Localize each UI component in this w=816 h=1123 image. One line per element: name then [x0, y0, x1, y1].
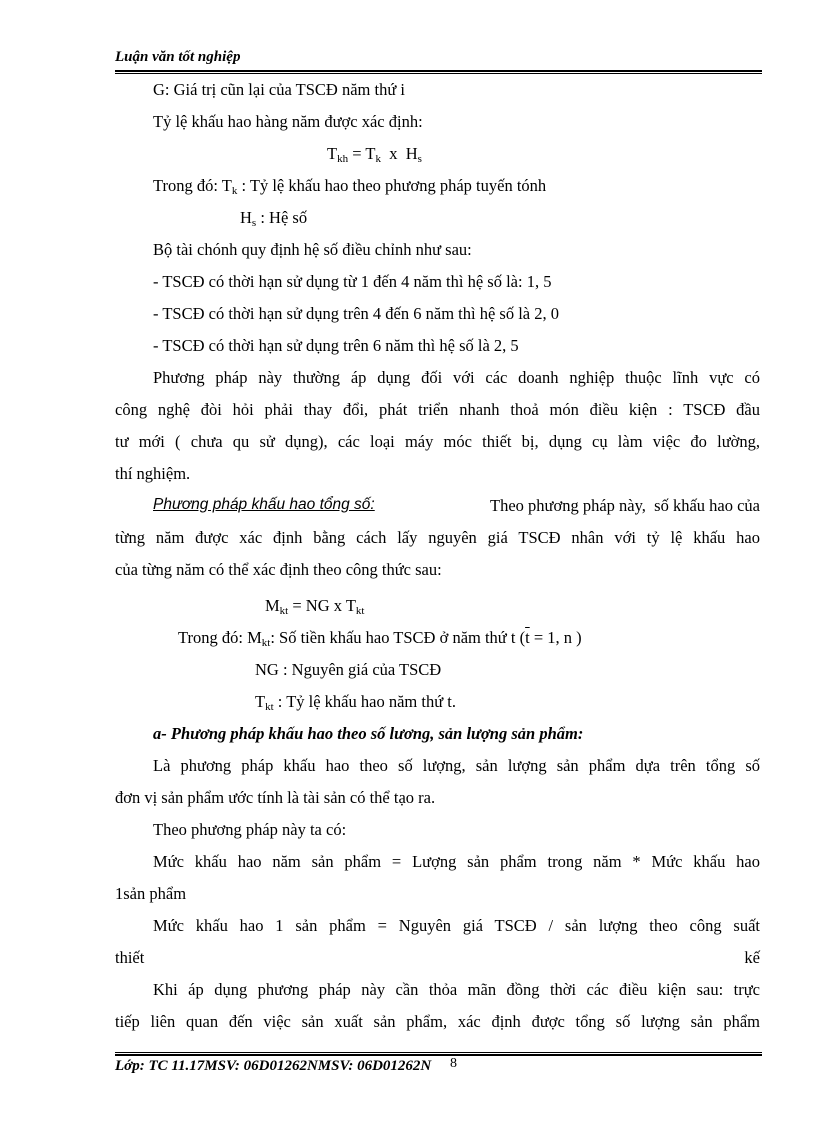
- header-title: Luận văn tốt nghiệp: [115, 49, 241, 65]
- paragraph-5-line-1: Mức khấu hao 1 sản phẩm = Nguyên giá TSCĐ / sản lượng theo công suất: [153, 916, 760, 935]
- paragraph-6-line-1: Khi áp dụng phương pháp này cần thỏa mãn đồng thời các điều kiện sau: trực: [153, 980, 760, 999]
- paragraph-2-line-3: của từng năm có thể xác định theo công thức sau:: [115, 560, 442, 579]
- text-line-9-b: : Số tiền khấu hao TSCĐ ở năm thứ t (: [270, 628, 526, 647]
- paragraph-1-line-4: thí nghiệm.: [115, 464, 191, 483]
- header-rule-thin: [115, 73, 762, 74]
- page-number: 8: [450, 1056, 457, 1071]
- text-line-9: [178, 628, 582, 649]
- text-line-3-b: : Tỷ lệ khấu hao theo phương pháp tuyến tónh: [237, 176, 547, 195]
- text-line-11: [255, 692, 456, 713]
- text-line-4-h: H: [240, 208, 252, 227]
- text-line-10: NG : Nguyên giá của TSCĐ: [255, 660, 442, 679]
- text-line-12: Theo phương pháp này ta có:: [153, 820, 347, 839]
- method-title: Phương pháp khấu hao tổng số:: [153, 496, 375, 513]
- text-line-2: Tỷ lệ khấu hao hàng năm được xác định:: [153, 112, 423, 131]
- paragraph-4-line-2: 1sản phẩm: [115, 884, 187, 903]
- text-line-3-sub: k: [231, 185, 238, 197]
- formula-eq-2: = NG x T: [288, 596, 356, 615]
- text-line-11-sub: kt: [265, 701, 274, 713]
- paragraph-1-line-2: công nghệ đòi hỏi phải thay đổi, phát triển nhanh thoả món điều kiện : TSCĐ đầu: [115, 400, 760, 419]
- formula-sub-kh: kh: [337, 153, 349, 165]
- list-item-1: - TSCĐ có thời hạn sử dụng từ 1 đến 4 năm thì hệ số là: 1, 5: [153, 272, 552, 291]
- paragraph-3-line-2: đơn vị sản phẩm ước tính là tài sản có thể tạo ra.: [115, 788, 436, 807]
- text-line-3: [153, 176, 546, 197]
- text-line-9-t: $\overline{t}$: [525, 628, 530, 647]
- formula-t: T: [327, 144, 338, 163]
- paragraph-4-line-1: Mức khấu hao năm sản phẩm = Lượng sản phẩm trong năm * Mức khấu hao: [153, 852, 760, 871]
- paragraph-1-line-1: Phương pháp này thường áp dụng đối với các doanh nghiệp thuộc lĩnh vực có: [153, 368, 760, 387]
- text-line-11-b: : Tỷ lệ khấu hao năm thứ t.: [273, 692, 456, 711]
- text-line-4-b: : Hệ số: [256, 208, 308, 227]
- header-rule: [115, 70, 762, 72]
- formula-sub-kt-2: kt: [355, 605, 365, 617]
- formula-x: x H: [380, 144, 418, 163]
- footer-text: Lớp: TC 11.17MSV: 06D01262NMSV: 06D01262N: [115, 1058, 432, 1074]
- paragraph-5-word-b: kế: [744, 948, 760, 967]
- text-line-9-sub: kt: [261, 637, 271, 649]
- formula-sub-kt: kt: [279, 605, 289, 617]
- text-line-5: Bộ tài chónh quy định hệ số điều chỉnh như sau:: [153, 240, 472, 259]
- paragraph-2-line-2: từng năm được xác định bằng cách lấy nguyên giá TSCĐ nhân với tỷ lệ khấu hao: [115, 528, 760, 547]
- footer-rule: [115, 1054, 762, 1056]
- section-heading-a: a- Phương pháp khấu hao theo số lương, sản lượng sản phẩm:: [153, 724, 584, 743]
- paragraph-5-line-2: [115, 948, 760, 968]
- text-line-9-a: Trong đó: M: [178, 628, 262, 647]
- paragraph-2-line-1: [153, 496, 760, 516]
- list-item-3: - TSCĐ có thời hạn sử dụng trên 6 năm thì hệ số là 2, 5: [153, 336, 519, 355]
- paragraph-3-line-1: Là phương pháp khấu hao theo số lượng, sản lượng sản phẩm dựa trên tổng số: [153, 756, 760, 775]
- footer-rule-thin: [115, 1052, 762, 1053]
- text-line-3-a: Trong đó: T: [153, 176, 232, 195]
- paragraph-5-word-a: thiết: [115, 948, 145, 967]
- paragraph-6-line-2: tiếp liên quan đến việc sản xuất sản phẩm, xác định được tổng số lượng sản phẩm: [115, 1012, 760, 1031]
- paragraph-1-line-3: tư mới ( chưa qu sử dụng), các loại máy móc thiết bị, dụng cụ làm việc đo lường,: [115, 432, 760, 451]
- text-line-1: G: Giá trị cũn lại của TSCĐ năm thứ i: [153, 80, 405, 99]
- text-line-9-c: = 1, n ): [529, 628, 582, 647]
- formula-sub-s: s: [417, 153, 422, 165]
- formula-mkt: [265, 596, 364, 617]
- text-line-4: [240, 208, 307, 229]
- text-line-11-t: T: [255, 692, 266, 711]
- formula-eq: = T: [348, 144, 376, 163]
- paragraph-2-intro: Theo phương pháp này, số khấu hao của: [482, 496, 760, 515]
- formula-sub-k: k: [375, 153, 381, 165]
- formula-tkh: [327, 144, 422, 165]
- list-item-2: - TSCĐ có thời hạn sử dụng trên 4 đến 6 năm thì hệ số là 2, 0: [153, 304, 559, 323]
- formula-m: M: [265, 596, 280, 615]
- text-line-4-sub: s: [251, 217, 257, 229]
